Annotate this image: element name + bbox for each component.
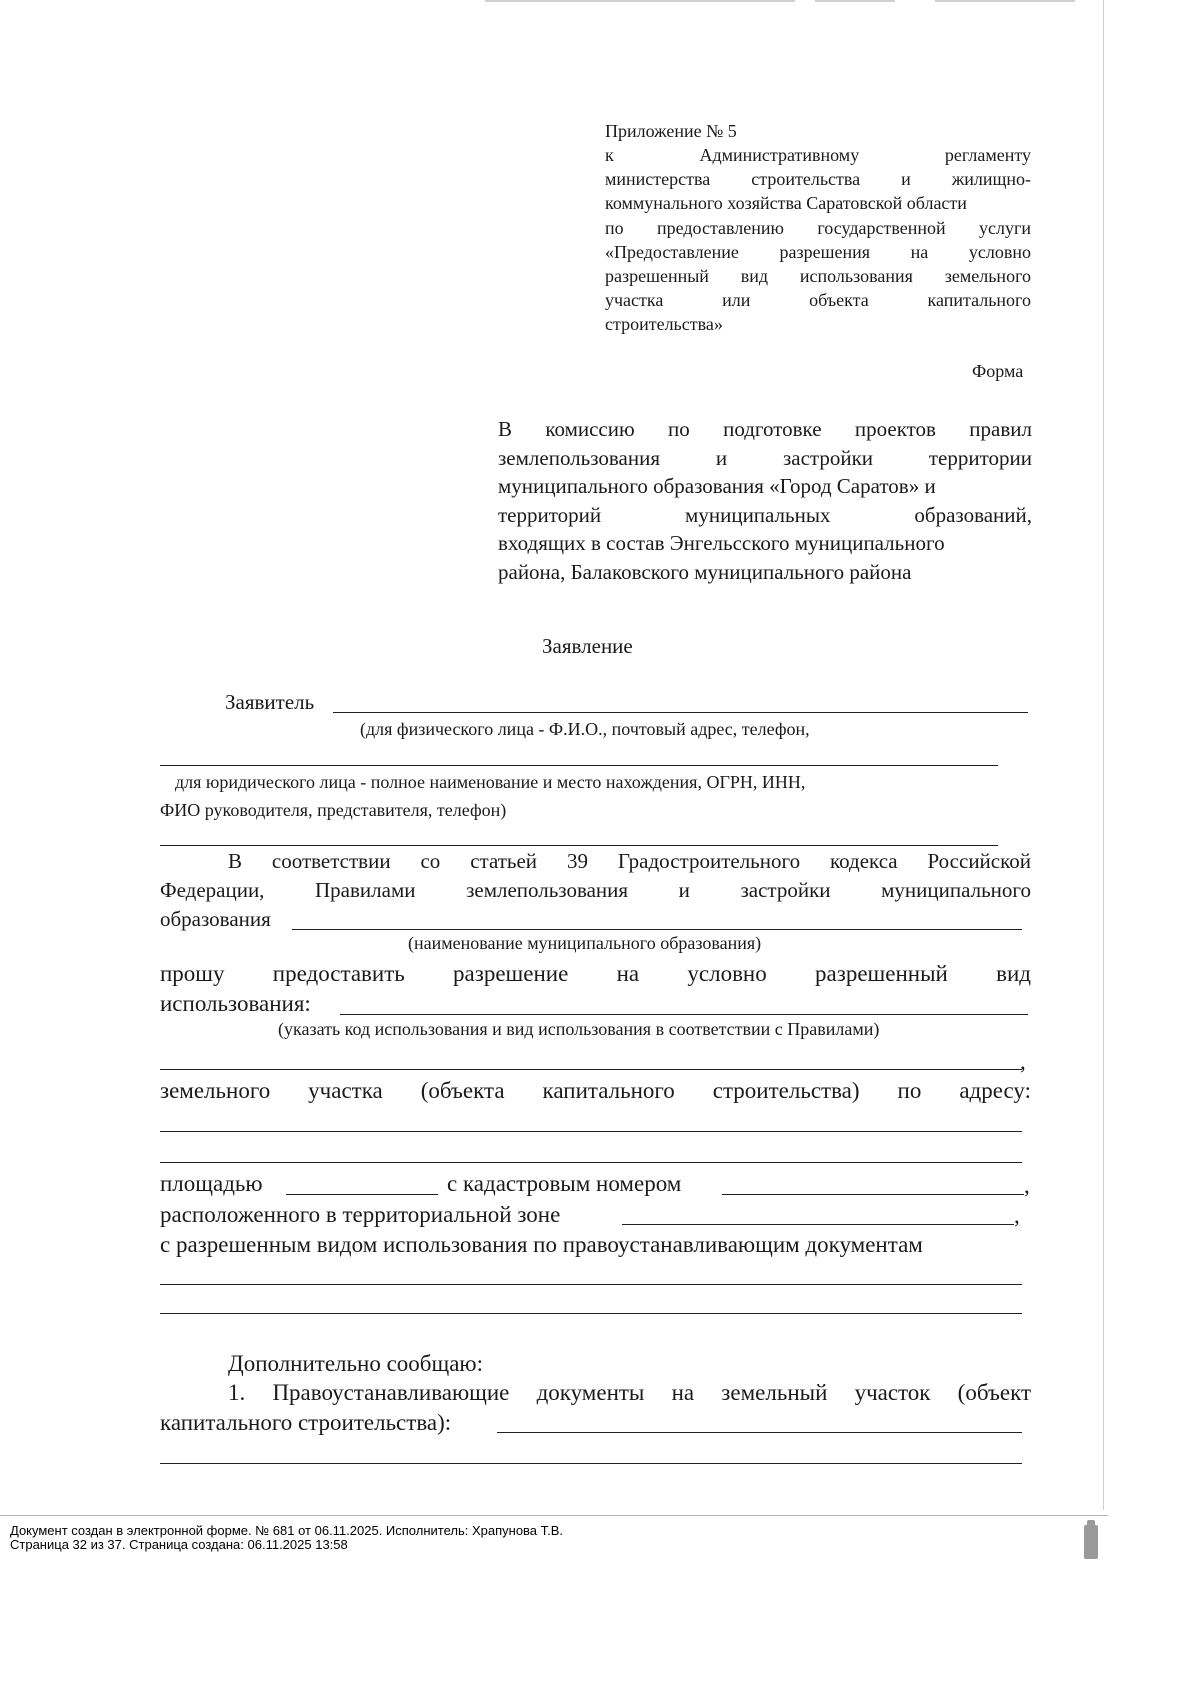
appendix-text-line: «Предоставление разрешения на условно: [605, 241, 1031, 262]
area-label: площадью: [160, 1171, 263, 1196]
permitted-use-field-1[interactable]: [160, 1284, 1022, 1285]
cadastral-label: с кадастровым номером: [447, 1171, 682, 1196]
footer-line-1: Документ создан в электронной форме. № 681 от 06.11.2025. Исполнитель: Храпунова Т.В.: [10, 1523, 564, 1538]
municipality-field[interactable]: [292, 929, 1022, 930]
cadastral-number-field[interactable]: [722, 1194, 1024, 1195]
request-line-1: прошу предоставить разрешение на условно разрешенный вид: [160, 961, 1031, 986]
appendix-text-line: строительства»: [605, 314, 723, 335]
appendix-title: Приложение № 5: [605, 121, 737, 141]
paragraph-line-3: образования: [160, 907, 271, 931]
addressee-line: территорий муниципальных образований,: [498, 502, 1032, 527]
scan-artifact: [815, 0, 895, 2]
hint-municipality: (наименование муниципального образования): [408, 933, 762, 953]
hint-use-code: (указать код использования и вид использования в соответствии с Правилами): [278, 1019, 880, 1039]
use-type-field-line-2[interactable]: [160, 1069, 1022, 1070]
page-edge: [1103, 0, 1104, 1510]
hint-legal-entity-2: ФИО руководителя, представителя, телефон): [160, 800, 507, 820]
request-line-2: использования:: [160, 991, 311, 1016]
addressee-line: входящих в состав Энгельсского муниципального: [498, 531, 945, 556]
comma-2: ,: [1024, 1173, 1030, 1198]
appendix-text-line: по предоставлению государственной услуги: [605, 217, 1031, 238]
territorial-zone-field[interactable]: [622, 1224, 1014, 1225]
permitted-use-field-2[interactable]: [160, 1313, 1022, 1314]
statement-title: Заявление: [542, 634, 633, 658]
footer-bar: [0, 1515, 1108, 1569]
additional-label: Дополнительно сообщаю:: [228, 1351, 483, 1376]
area-field[interactable]: [286, 1194, 438, 1195]
seal-icon: [1084, 1525, 1098, 1559]
title-documents-field-2[interactable]: [160, 1463, 1022, 1464]
hint-legal-entity-1: для юридического лица - полное наименование и место нахождения, ОГРН, ИНН,: [175, 772, 806, 792]
address-field-line-1[interactable]: [160, 1131, 1022, 1132]
scan-artifact: [485, 0, 795, 2]
addressee-line: района, Балаковского муниципального района: [498, 560, 912, 584]
use-type-field[interactable]: [340, 1014, 1028, 1015]
comma-1: ,: [1020, 1049, 1026, 1074]
item-1-line-2: капитального строительства):: [160, 1410, 452, 1435]
addressee-line: В комиссию по подготовке проектов правил: [498, 417, 1032, 441]
title-documents-field-1[interactable]: [497, 1432, 1022, 1433]
plot-address-line: земельного участка (объекта капитального строительства) по адресу:: [160, 1078, 1031, 1103]
applicant-label: Заявитель: [225, 690, 315, 714]
addressee-line: землепользования и застройки территории: [498, 445, 1032, 470]
addressee-line: муниципального образования «Город Саратов» и: [498, 474, 936, 499]
appendix-text-line: разрешенный вид использования земельного: [605, 266, 1031, 286]
item-1-line-1: 1. Правоустанавливающие документы на земельный участок (объект: [228, 1380, 1031, 1405]
appendix-text-line: к Административному регламенту: [605, 145, 1031, 165]
applicant-field-line-3[interactable]: [160, 845, 998, 846]
comma-3: ,: [1014, 1203, 1020, 1228]
zone-label: расположенного в территориальной зоне: [160, 1202, 561, 1227]
scan-artifact: [935, 0, 1075, 2]
applicant-field[interactable]: [333, 712, 1028, 713]
footer-line-2: Страница 32 из 37. Страница создана: 06.11.2025 13:58: [10, 1537, 348, 1552]
paragraph-line-2: Федерации, Правилами землепользования и застройки муниципального: [160, 878, 1031, 902]
address-field-line-2[interactable]: [160, 1162, 1022, 1163]
appendix-text-line: участка или объекта капитального: [605, 290, 1031, 311]
paragraph-line-1: В соответствии со статьей 39 Градостроительного кодекса Российской: [228, 849, 1031, 873]
appendix-text-line: коммунального хозяйства Саратовской области: [605, 193, 967, 214]
form-label: Форма: [972, 361, 1024, 381]
permitted-use-label: с разрешенным видом использования по правоустанавливающим документам: [160, 1232, 923, 1257]
appendix-text-line: министерства строительства и жилищно-: [605, 169, 1031, 190]
hint-physical-person: (для физического лица - Ф.И.О., почтовый адрес, телефон,: [360, 719, 810, 739]
applicant-field-line-2[interactable]: [160, 765, 998, 766]
